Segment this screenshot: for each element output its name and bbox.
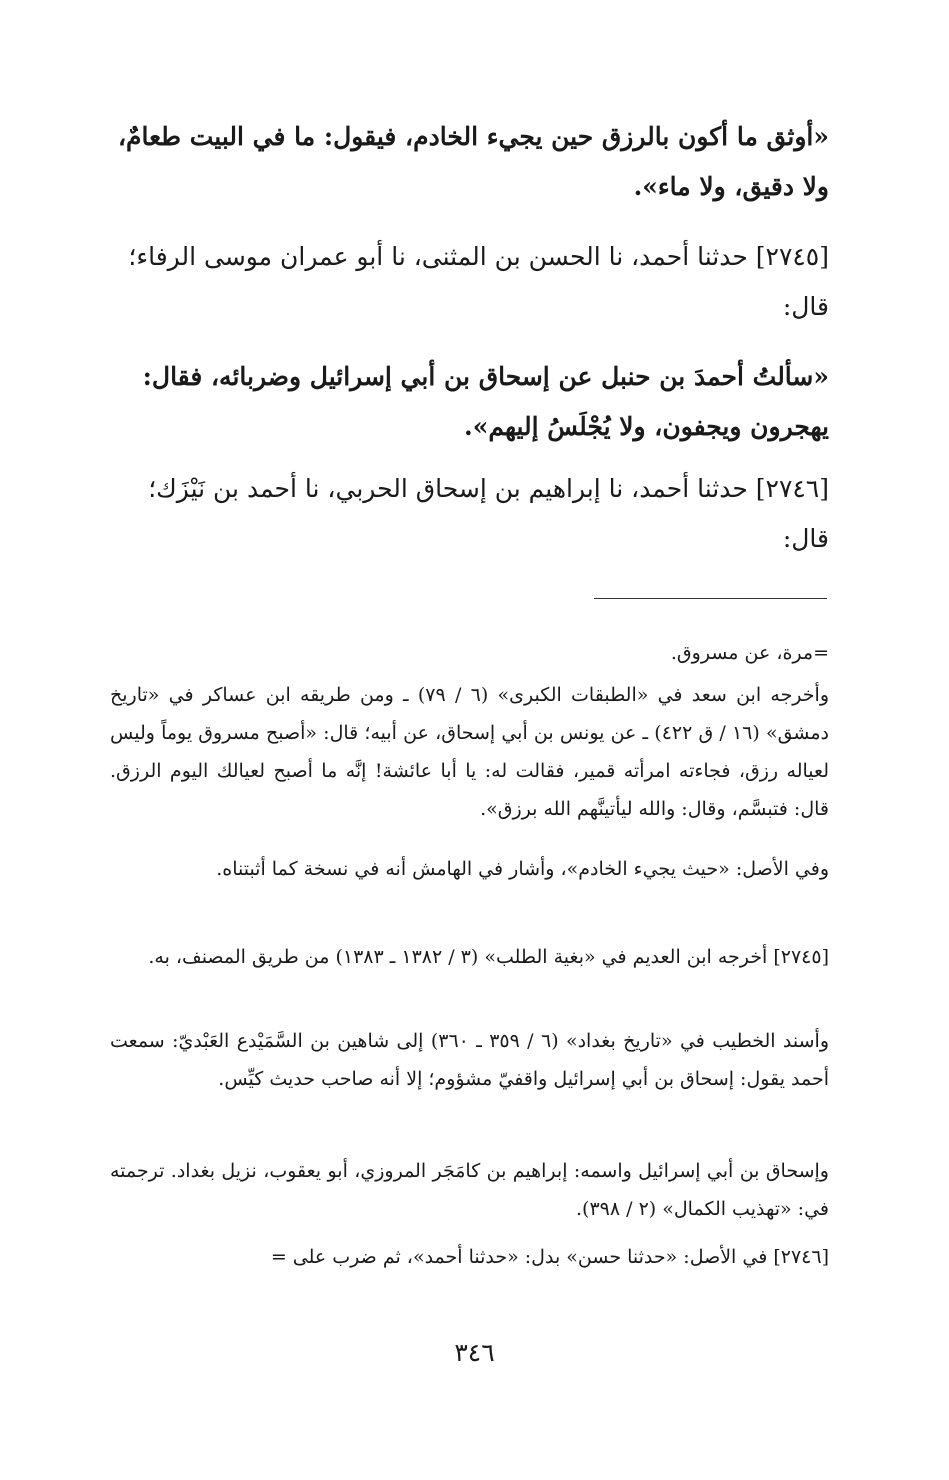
footnote-ishaq-bio: وإسحاق بن أبي إسرائيل واسمه: إبراهيم بن كامَجَر المروزي، أبو يعقوب، نزيل بغداد. ترجمته في: «تهذيب الكمال» (٢ / ٣٩٨). — [110, 1160, 829, 1220]
hadith-2745-paragraph: [٢٧٤٥] حدثنا أحمد، نا الحسن بن المثنى، نا أبو عمران موسى الرفاء؛ قال: — [128, 242, 829, 321]
footnote-2746: [٢٧٤٦] في الأصل: «حدثنا حسن» بدل: «حدثنا أحمد»، ثم ضرب على = — [270, 1246, 829, 1268]
quote-paragraph-2: «سألتُ أحمدَ بن حنبل عن إسحاق بن أبي إسرائيل وضربائه، فقال: يهجرون ويجفون، ولا يُجْلَسُ إليهم». — [142, 362, 829, 441]
footnote-khatib: وأسند الخطيب في «تاريخ بغداد» (٦ / ٣٥٩ ـ ٣٦٠) إلى شاهين بن السَّمَيْدع العَبْديّ: سمعت أحمد يقول: إسحاق بن أبي إسرائيل واقفيّ مشؤوم؛ إلا أنه صاحب حديث كيِّس. — [110, 1030, 830, 1090]
footnote-2745: [٢٧٤٥] أخرجه ابن العديم في «بغية الطلب» (٣ / ١٣٨٢ ـ ١٣٨٣) من طريق المصنف، به. — [148, 946, 829, 968]
footnote-ibn-saad: وأخرجه ابن سعد في «الطبقات الكبرى» (٦ / ٧٩) ـ ومن طريقه ابن عساكر في «تاريخ دمشق» (١٦ / ق ٤٢٢) ـ عن يونس بن أبي إسحاق، عن أبيه؛ قال: «أصبح مسروق يوماً وليس لعياله رزق، فجاءته امرأته قمير، فقالت له: يا أبا عائشة! إنَّه ما أصبح لعيالك اليوم الرزق. قال: فتبسَّم، وقال: والله ليأتينَّهم الله برزق». — [110, 684, 830, 820]
footnote-original-note: وفي الأصل: «حيث يجيء الخادم»، وأشار في الهامش أنه في نسخة كما أثبتناه. — [216, 858, 829, 880]
quote-paragraph: «أوثق ما أكون بالرزق حين يجيء الخادم، فيقول: ما في البيت طعامٌ، ولا دقيق، ولا ماء». — [117, 122, 829, 201]
footnote-divider — [594, 598, 827, 599]
footnote-continuation: =مرة، عن مسروق. — [670, 642, 829, 664]
page-number: ٣٤٦ — [454, 1338, 495, 1367]
hadith-2746-paragraph: [٢٧٤٦] حدثنا أحمد، نا إبراهيم بن إسحاق الحربي، نا أحمد بن نَيْزَك؛ قال: — [148, 474, 829, 553]
